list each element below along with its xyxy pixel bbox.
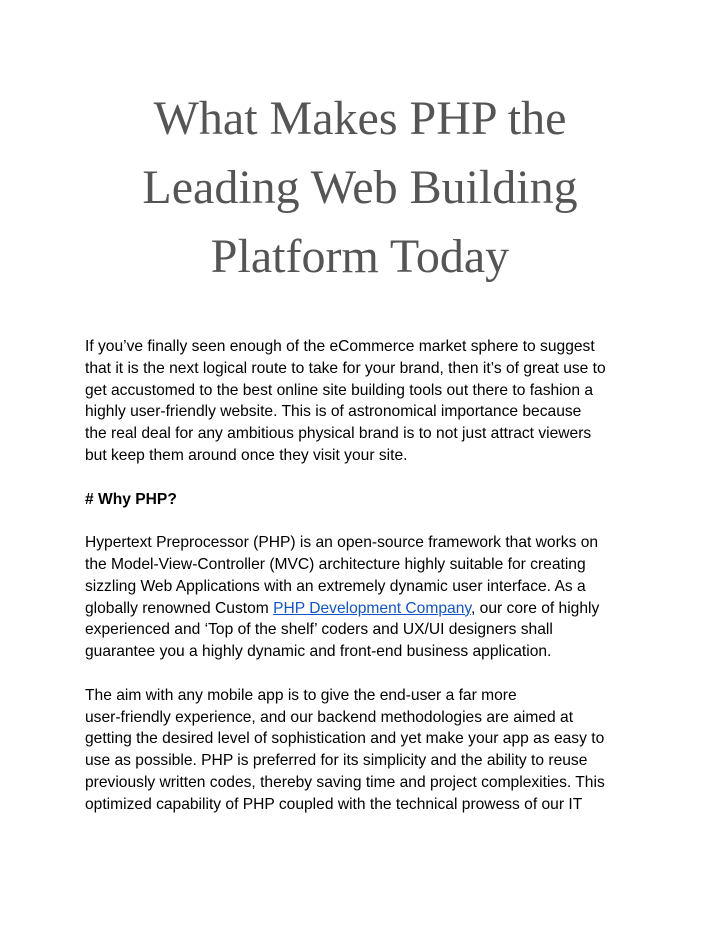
document-body <box>85 336 645 816</box>
title-line: Platform Today <box>210 230 510 283</box>
text-line: Hypertext Preprocessor (PHP) is an open-source framework that works on <box>85 534 599 552</box>
intro-paragraph <box>85 336 645 467</box>
text-line: highly user-friendly website. This is of astronomical importance because <box>85 403 582 421</box>
title-line: What Makes PHP the <box>153 92 567 145</box>
link-suffix-text: , our core of highly <box>471 599 600 617</box>
section-heading <box>85 489 645 511</box>
section-heading-text: # Why PHP? <box>85 490 177 508</box>
text-line-with-link <box>85 598 645 620</box>
text-line: guarantee you a highly dynamic and front-end business application. <box>85 643 552 661</box>
text-line: use as possible. PHP is preferred for its simplicity and the ability to reuse <box>85 752 588 770</box>
text-line: If you’ve finally seen enough of the eCommerce market sphere to suggest <box>85 338 595 355</box>
title-line: Leading Web Building <box>142 161 578 214</box>
why-php-paragraph <box>85 532 645 663</box>
text-line: get accustomed to the best online site building tools out there to fashion a <box>85 381 593 399</box>
text-line: The aim with any mobile app is to give the end-user a far more <box>85 686 517 704</box>
paragraph-spacer <box>85 467 645 489</box>
text-line: the Model-View-Controller (MVC) architecture highly suitable for creating <box>85 555 586 573</box>
text-line: but keep them around once they visit your site. <box>85 446 408 464</box>
aim-paragraph <box>85 685 645 816</box>
text-line: that it is the next logical route to take for your brand, then it’s of great use to <box>85 359 606 377</box>
link-prefix-text: globally renowned Custom <box>85 599 274 617</box>
text-line: previously written codes, thereby saving time and project complexities. This <box>85 773 605 791</box>
text-line: the real deal for any ambitious physical brand is to not just attract viewers <box>85 425 592 443</box>
text-line: user-friendly experience, and our backend methodologies are aimed at <box>85 708 574 726</box>
text-line: optimized capability of PHP coupled with the technical prowess of our IT <box>85 795 583 813</box>
text-line: getting the desired level of sophistication and yet make your app as easy to <box>85 730 605 748</box>
paragraph-spacer <box>85 663 645 685</box>
text-line: sizzling Web Applications with an extremely dynamic user interface. As a <box>85 577 586 595</box>
paragraph-spacer <box>85 510 645 532</box>
page-title <box>60 84 660 291</box>
php-development-company-link[interactable]: PHP Development Company <box>273 599 471 617</box>
text-line: experienced and ‘Top of the shelf’ coders and UX/UI designers shall <box>85 621 553 639</box>
